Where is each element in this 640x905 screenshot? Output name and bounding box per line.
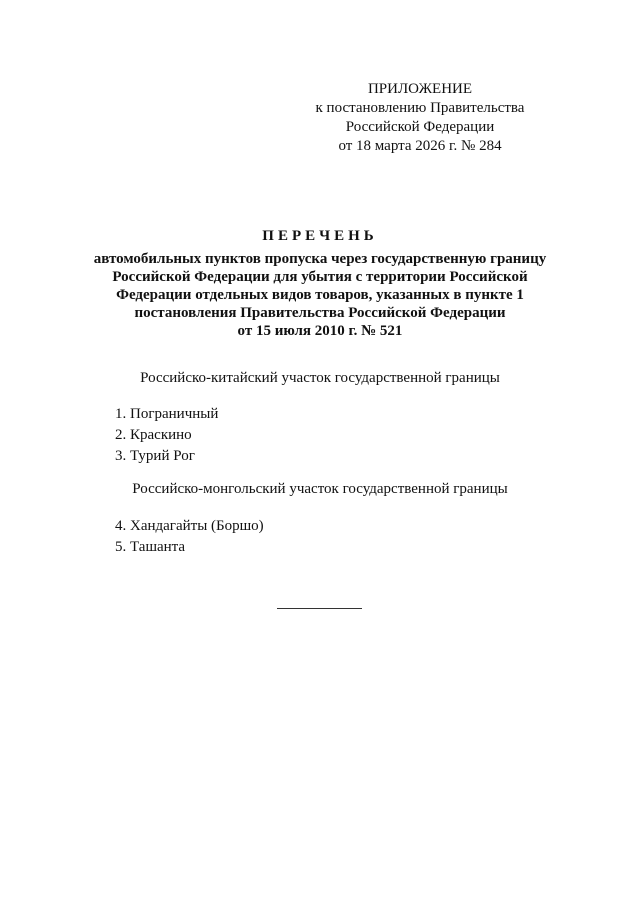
appendix-line-3: от 18 марта 2026 г. № 284 — [338, 138, 502, 154]
appendix-line-1: к постановлению Правительства — [315, 100, 525, 116]
checkpoint-list-mongolia — [115, 516, 264, 558]
list-item: 5. Ташанта — [115, 539, 186, 555]
subtitle-line: от 15 июля 2010 г. № 521 — [237, 323, 403, 339]
subtitle-line: автомобильных пунктов пропуска через государственную границу — [93, 251, 547, 267]
checkpoint-list-china — [115, 404, 218, 467]
list-item: 2. Краскино — [115, 427, 192, 443]
appendix-line-2: Российской Федерации — [345, 119, 495, 135]
subtitle-line: Российской Федерации для убытия с территории Российской — [112, 269, 528, 285]
appendix-header — [300, 80, 540, 156]
list-item: 3. Турий Рог — [115, 448, 195, 464]
subtitle-line: постановления Правительства Российской Федерации — [134, 305, 506, 321]
section-heading-mongolia: Российско-монгольский участок государственной границы — [132, 481, 508, 497]
list-item: 1. Пограничный — [115, 406, 219, 422]
list-item: 4. Хандагайты (Боршо) — [115, 518, 264, 534]
document-title: ПЕРЕЧЕНЬ — [262, 228, 378, 244]
appendix-label: ПРИЛОЖЕНИЕ — [367, 81, 473, 97]
subtitle-line: Федерации отдельных видов товаров, указанных в пункте 1 — [116, 287, 524, 303]
document-subtitle — [60, 250, 580, 340]
end-divider-line — [277, 608, 362, 609]
section-heading-china: Российско-китайский участок государственной границы — [140, 370, 500, 386]
